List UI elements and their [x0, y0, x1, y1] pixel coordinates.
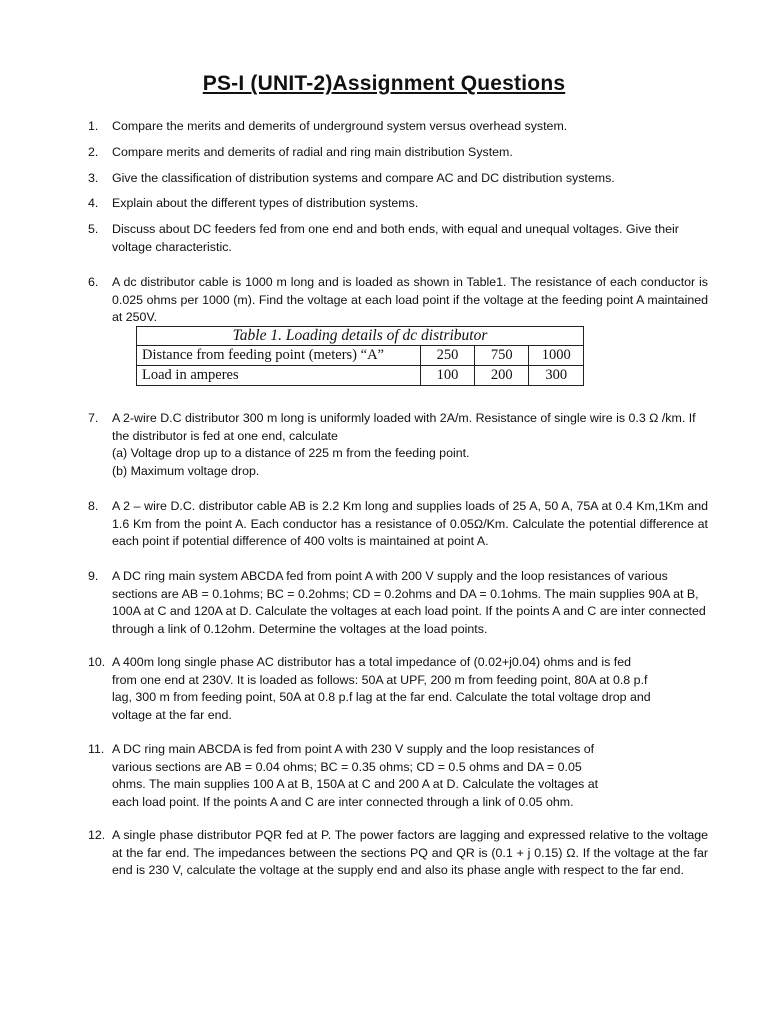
question-9 [88, 568, 708, 638]
table-cell: 200 [475, 366, 529, 386]
question-text: Discuss about DC feeders fed from one end and both ends, with equal and unequal voltages. Give their voltage characteristic. [112, 222, 679, 254]
question-text: A dc distributor cable is 1000 m long and is loaded as shown in Table1. The resistance of each conductor is 0.025 ohms per 1000 (m). Find the voltage at each load point if the voltage at the feeding point A maintained at 250V. [112, 275, 708, 325]
question-12 [88, 827, 708, 880]
table-cell: 300 [529, 366, 584, 386]
question-number: 4. [88, 196, 99, 210]
table-cell: Distance from feeding point (meters) “A” [137, 346, 421, 366]
question-number: 7. [88, 411, 99, 425]
question-number: 8. [88, 499, 99, 513]
table-row [137, 366, 584, 386]
question-text: Compare merits and demerits of radial and ring main distribution System. [112, 145, 513, 159]
question-text: Give the classification of distribution systems and compare AC and DC distribution systems. [112, 171, 615, 185]
question-number: 10. [88, 655, 106, 669]
question-number: 2. [88, 145, 99, 159]
question-text: A 400m long single phase AC distributor has a total impedance of (0.02+j0.04) ohms and is fed from one end at 230V. It is loaded as follows: 50A at UPF, 200 m from feeding point, 80A at 0.8 p.f lag, 300 m from feeding point, 50A at 0.8 p.f lag at the far end. Calculate the total voltage drop and voltage at the far end. [112, 655, 651, 722]
page-title: PS-I (UNIT-2)Assignment Questions [202, 72, 566, 95]
question-number: 11. [88, 742, 105, 756]
question-6 [88, 274, 708, 327]
question-number: 6. [88, 275, 99, 289]
question-4 [88, 195, 708, 213]
question-number: 3. [88, 171, 99, 185]
question-text: A 2-wire D.C distributor 300 m long is uniformly loaded with 2A/m. Resistance of single wire is 0.3 Ω /km. If the distributor is fed at one end, calculate [112, 411, 696, 443]
question-text: A DC ring main ABCDA is fed from point A with 230 V supply and the loop resistances of various sections are AB = 0.04 ohms; BC = 0.35 ohms; CD = 0.5 ohms and DA = 0.05 ohms. The main supplies 100 A at B, 150A at C and 200 A at D. Calculate the voltages at each load point. If the points A and C are inter connected through a link of 0.05 ohm. [112, 742, 599, 809]
question-text: A single phase distributor PQR fed at P. The power factors are lagging and expressed relative to the voltage at the far end. The impedances between the sections PQ and QR is (0.1 + j 0.15) Ω. If the voltage at the far end is 230 V, calculate the voltage at the supply end and also its phase angle with respect to the far end. [112, 828, 708, 878]
question-number: 5. [88, 222, 99, 236]
table-cell: 1000 [529, 346, 584, 366]
question-subpart-a: (a) Voltage drop up to a distance of 225 m from the feeding point. [112, 446, 470, 461]
question-11 [88, 741, 612, 811]
table-caption: Table 1. Loading details of dc distributor [137, 327, 584, 346]
question-10 [88, 654, 652, 724]
table-cell: Load in amperes [137, 366, 421, 386]
question-text: Compare the merits and demerits of underground system versus overhead system. [112, 119, 568, 133]
question-1 [88, 118, 708, 136]
question-text: A 2 – wire D.C. distributor cable AB is 2.2 Km long and supplies loads of 25 A, 50 A, 75A at 0.4 Km,1Km and 1.6 Km from the point A. Each conductor has a resistance of 0.05Ω/Km. Calculate the potential difference at each point if potential difference of 400 volts is maintained at point A. [112, 499, 708, 549]
table-cell: 250 [420, 346, 474, 366]
question-text: A DC ring main system ABCDA fed from point A with 200 V supply and the loop resistances of various sections are AB = 0.1ohms; BC = 0.2ohms; CD = 0.2ohms and DA = 0.1ohms. The main supplies 90A at B, 100A at C and 120A at D. Calculate the voltages at each load point. If the points A and C are inter connected through a link of 0.12ohm. Determine the voltages at the load points. [112, 569, 706, 636]
question-text: Explain about the different types of distribution systems. [112, 196, 419, 210]
question-subpart-b: (b) Maximum voltage drop. [112, 463, 260, 478]
question-number: 1. [88, 119, 99, 133]
table-row [137, 346, 584, 366]
table-cell: 100 [420, 366, 474, 386]
table-cell: 750 [475, 346, 529, 366]
question-2 [88, 144, 708, 162]
question-number: 9. [88, 569, 99, 583]
question-number: 12. [88, 828, 106, 842]
loading-table [136, 326, 584, 386]
question-5 [88, 221, 708, 256]
question-8 [88, 498, 708, 551]
question-7 [88, 410, 708, 480]
question-3 [88, 170, 708, 188]
